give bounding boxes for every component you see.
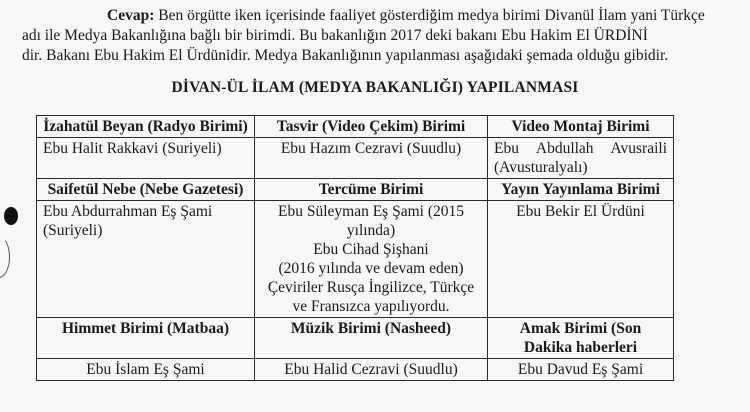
unit-member-row <box>37 201 674 318</box>
unit-name-cell: Video Montaj Birimi <box>488 116 674 138</box>
unit-name-cell: Yayın Yayınlama Birimi <box>488 179 674 201</box>
answer-label: Cevap: <box>107 7 155 24</box>
member-line: Çeviriler Rusça İngilizce, Türkçe <box>267 279 475 296</box>
unit-member-row <box>37 138 674 179</box>
member-line: Ebu Halid Cezravi (Suudlu) <box>284 361 458 378</box>
unit-header-row <box>37 318 674 359</box>
unit-member-cell <box>488 359 674 381</box>
unit-member-cell <box>488 201 674 318</box>
member-line: Ebu İslam Eş Şami <box>86 361 205 378</box>
intro-line-3: dir. Bakanı Ebu Hakim El Ürdünidir. Medya Bakanlığının yapılanması aşağıdaki şemada olduğu gibidir. <box>22 47 669 64</box>
binding-mark <box>0 236 10 278</box>
intro-line-1: Cevap: Ben örgütte iken içerisinde faaliyet gösterdiğim medya birimi Divanül İlam yani Türkçe <box>107 7 705 24</box>
org-structure-table <box>36 115 674 381</box>
unit-name-cell: Tasvir (Video Çekim) Birimi <box>255 116 488 138</box>
intro-line-2: adı ile Medya Bakanlığına bağlı bir birimdi. Bu bakanlığın 2017 deki bakanı Ebu Hakim El ÜRDİNİ <box>22 27 648 44</box>
unit-member-cell <box>488 138 674 179</box>
unit-member-cell <box>37 201 255 318</box>
unit-name-cell: Müzik Birimi (Nasheed) <box>255 318 488 359</box>
member-line: Ebu Hazım Cezravi (Suudlu) <box>280 140 462 157</box>
intro-paragraph <box>22 6 722 66</box>
member-line: Ebu Abdurrahman Eş Şami <box>43 203 213 220</box>
ink-blot <box>4 207 18 225</box>
member-line: Ebu Abdullah Avusraili <box>494 140 667 157</box>
member-line: Ebu Halit Rakkavi (Suriyeli) <box>43 140 222 157</box>
document-title: DİVAN-ÜL İLAM (MEDYA BAKANLIĞI) YAPILANMASI <box>171 79 579 96</box>
unit-member-cell <box>255 359 488 381</box>
member-line: Ebu Bekir El Ürdüni <box>516 203 645 220</box>
unit-header-row <box>37 179 674 201</box>
member-line: (Suriyeli) <box>43 222 103 239</box>
unit-header-row <box>37 116 674 138</box>
member-line: (2016 yılında ve devam eden) <box>278 260 464 277</box>
unit-member-cell <box>37 138 255 179</box>
member-line: Ebu Süleyman Eş Şami (2015 <box>278 203 464 220</box>
member-line: Ebu Cihad Şişhani <box>313 241 429 258</box>
unit-member-cell <box>255 201 488 318</box>
unit-name-cell: Saifetül Nebe (Nebe Gazetesi) <box>37 179 255 201</box>
unit-name-cell: Amak Birimi (Son Dakika haberleri <box>488 318 674 359</box>
member-line: Ebu Davud Eş Şami <box>517 361 644 378</box>
unit-member-cell <box>37 359 255 381</box>
member-line: yılında) <box>346 222 396 239</box>
member-line: ve Fransızca yapılıyordu. <box>292 298 450 315</box>
unit-name-cell: Himmet Birimi (Matbaa) <box>37 318 255 359</box>
member-line: (Avusturalyalı) <box>494 159 588 176</box>
unit-member-cell <box>255 138 488 179</box>
unit-member-row <box>37 359 674 381</box>
unit-name-cell: Tercüme Birimi <box>255 179 488 201</box>
unit-name-cell: İzahatül Beyan (Radyo Birimi) <box>37 116 255 138</box>
